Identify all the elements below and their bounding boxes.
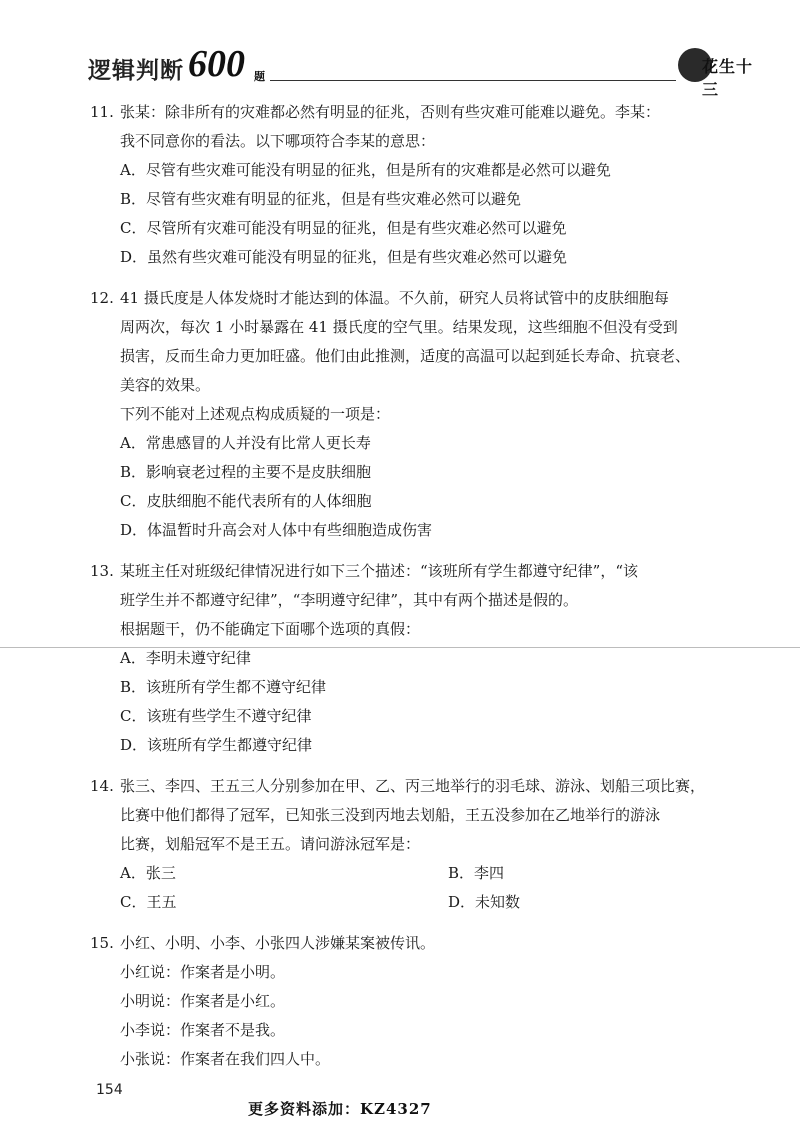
book-title: 逻辑判断 (88, 58, 184, 84)
question-stem: 某班主任对班级纪律情况进行如下三个描述：“该班所有学生都遵守纪律”，“该 (120, 562, 639, 580)
option-b: B．尽管有些灾难有明显的征兆，但是有些灾难必然可以避免 (120, 190, 522, 208)
publisher-logo (678, 46, 762, 99)
question-stem: 比赛中他们都得了冠军，已知张三没到丙地去划船，王五没参加在乙地举行的游泳 (120, 806, 661, 824)
option-a: A．常患感冒的人并没有比常人更长寿 (120, 434, 371, 452)
question-prompt: 根据题干，仍不能确定下面哪个选项的真假： (120, 620, 421, 638)
question-stem: 41 摄氏度是人体发烧时才能达到的体温。不久前，研究人员将试管中的皮肤细胞每 (120, 289, 669, 307)
question-prompt: 下列不能对上述观点构成质疑的一项是： (120, 405, 391, 423)
question-stem: 美容的效果。 (120, 376, 211, 394)
question-stem: 张某：除非所有的灾难都必然有明显的征兆，否则有些灾难可能难以避免。李某： (120, 103, 661, 121)
option-b: B．该班所有学生都不遵守纪律 (120, 678, 327, 696)
question-stem: 小红、小明、小李、小张四人涉嫌某案被传讯。 (120, 934, 436, 952)
question-number: 14. (90, 777, 114, 795)
option-b: B．李四 (448, 864, 505, 882)
option-row (90, 859, 770, 888)
statement: 小红说：作案者是小明。 (120, 963, 286, 981)
option-b: B．影响衰老过程的主要不是皮肤细胞 (120, 463, 372, 481)
option-d: D．体温暂时升高会对人体中有些细胞造成伤害 (120, 521, 433, 539)
question-12 (90, 284, 770, 545)
book-unit: 题 (254, 70, 265, 83)
scan-artifact-line (0, 647, 800, 648)
question-stem: 张三、李四、王五三人分别参加在甲、乙、丙三地举行的羽毛球、游泳、划船三项比赛， (120, 777, 706, 795)
question-stem: 比赛，划船冠军不是王五。请问游泳冠军是： (120, 835, 421, 853)
option-c: C．王五 (120, 893, 177, 911)
question-list (90, 98, 770, 1086)
page-number: 154 (96, 1082, 123, 1098)
option-c: C．该班有些学生不遵守纪律 (120, 707, 312, 725)
option-c: C．尽管所有灾难可能没有明显的征兆，但是有些灾难必然可以避免 (120, 219, 567, 237)
statement: 小明说：作案者是小红。 (120, 992, 286, 1010)
page-header (88, 43, 768, 99)
book-number: 600 (188, 43, 245, 85)
question-number: 11. (90, 103, 114, 121)
question-11 (90, 98, 770, 272)
option-a: A．张三 (120, 864, 176, 882)
option-c: C．皮肤细胞不能代表所有的人体细胞 (120, 492, 372, 510)
question-stem: 班学生并不都遵守纪律”，“李明遵守纪律”，其中有两个描述是假的。 (120, 591, 579, 609)
option-a: A．李明未遵守纪律 (120, 649, 251, 667)
option-d: D．该班所有学生都遵守纪律 (120, 736, 313, 754)
option-d: D．虽然有些灾难可能没有明显的征兆，但是有些灾难必然可以避免 (120, 248, 568, 266)
question-number: 12. (90, 289, 114, 307)
question-stem: 我不同意你的看法。以下哪项符合李某的意思： (120, 132, 436, 150)
question-number: 13. (90, 562, 114, 580)
question-stem: 周两次，每次 1 小时暴露在 41 摄氏度的空气里。结果发现，这些细胞不但没有受到 (120, 318, 678, 336)
question-stem: 损害，反而生命力更加旺盛。他们由此推测，适度的高温可以起到延长寿命、抗衰老、 (120, 347, 691, 365)
statement: 小李说：作案者不是我。 (120, 1021, 286, 1039)
option-a: A．尽管有些灾难可能没有明显的征兆，但是所有的灾难都是必然可以避免 (120, 161, 611, 179)
logo-text: 花生十三 (702, 57, 754, 99)
option-row (90, 888, 770, 917)
header-rule (270, 80, 676, 81)
question-13 (90, 557, 770, 760)
footer-note: 更多资料添加：KZ4327 (248, 1100, 432, 1118)
question-15 (90, 929, 770, 1074)
question-14 (90, 772, 770, 917)
option-d: D．未知数 (448, 893, 521, 911)
statement: 小张说：作案者在我们四人中。 (120, 1050, 331, 1068)
question-number: 15. (90, 934, 114, 952)
